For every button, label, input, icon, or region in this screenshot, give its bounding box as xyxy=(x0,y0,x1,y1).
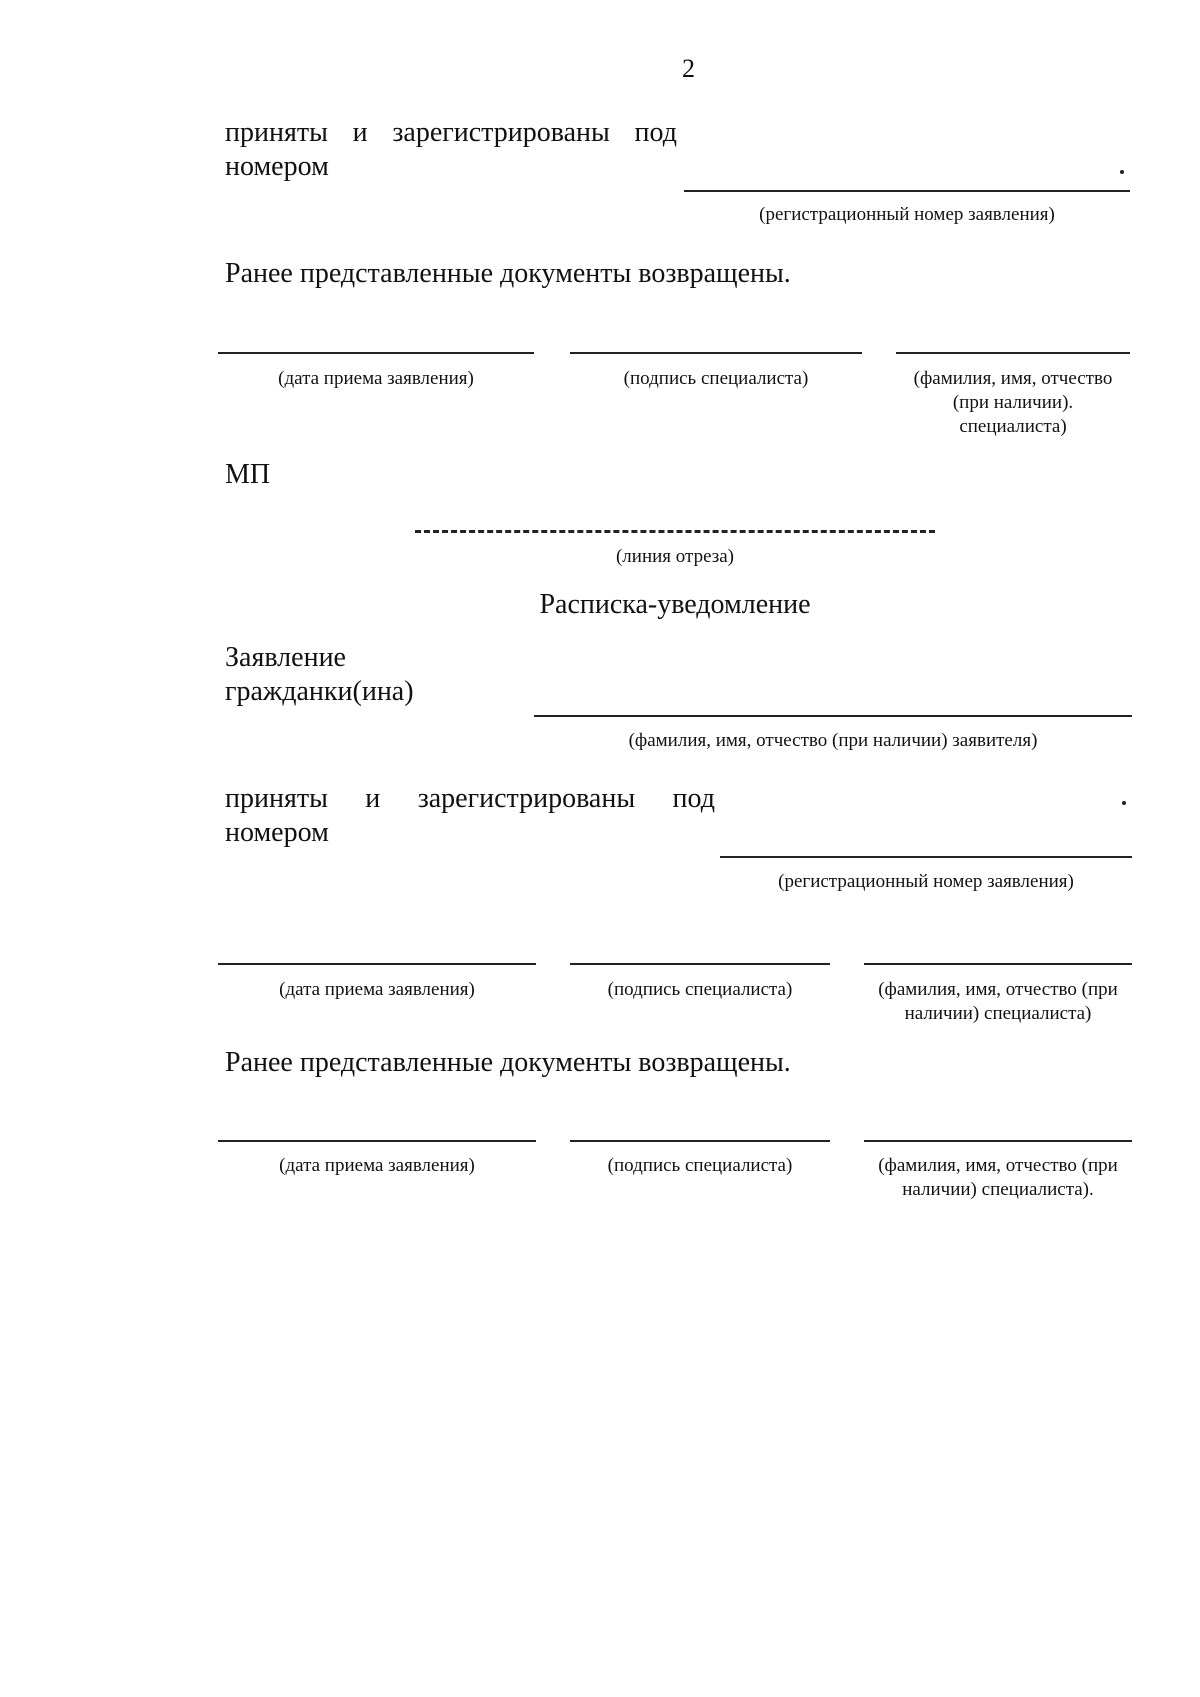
caption-line: (при наличии). xyxy=(952,392,1074,413)
fio-caption xyxy=(864,1154,1132,1202)
date-caption: (дата приема заявления) xyxy=(279,979,475,1000)
signature-line xyxy=(570,352,862,354)
signature-line xyxy=(570,963,830,965)
word: приняты xyxy=(225,783,328,814)
period-mark xyxy=(1120,170,1124,174)
signature-caption: (подпись специалиста) xyxy=(607,979,793,1000)
receipt-title: Расписка-уведомление xyxy=(539,589,811,620)
accepted-line xyxy=(225,782,715,816)
returned-docs-text: Ранее представленные документы возвращены. xyxy=(225,1047,791,1078)
citizen-label: гражданки(ина) xyxy=(225,676,414,707)
signature-line xyxy=(570,1140,830,1142)
period-mark xyxy=(1122,801,1126,805)
page-number: 2 xyxy=(682,54,695,83)
word: приняты xyxy=(225,117,328,148)
cut-line-caption: (линия отреза) xyxy=(615,546,735,567)
reg-number-line xyxy=(684,190,1130,192)
fio-line xyxy=(864,1140,1132,1142)
fio-caption xyxy=(864,978,1132,1026)
fio-line xyxy=(864,963,1132,965)
word: под xyxy=(672,783,715,814)
date-line xyxy=(218,352,534,354)
applicant-line xyxy=(534,715,1132,717)
date-caption: (дата приема заявления) xyxy=(278,368,474,389)
cut-line xyxy=(415,530,935,533)
caption-line: (фамилия, имя, отчество (при xyxy=(878,1155,1118,1176)
stamp-placeholder: МП xyxy=(225,459,271,490)
caption-line: (фамилия, имя, отчество (при xyxy=(878,979,1118,1000)
caption-line: наличии) специалиста) xyxy=(904,1003,1092,1024)
signature-caption: (подпись специалиста) xyxy=(623,368,809,389)
accepted-line xyxy=(225,116,677,150)
reg-number-line xyxy=(720,856,1132,858)
reg-number-caption: (регистрационный номер заявления) xyxy=(778,871,1074,892)
word: зарегистрированы xyxy=(392,117,610,148)
signature-caption: (подпись специалиста) xyxy=(607,1155,793,1176)
returned-docs-text: Ранее представленные документы возвращены. xyxy=(225,258,791,289)
caption-line: (фамилия, имя, отчество xyxy=(913,368,1113,389)
accepted-second-line: номером xyxy=(225,817,329,848)
accepted-second-line: номером xyxy=(225,151,329,182)
caption-line: специалиста) xyxy=(959,416,1067,437)
word: под xyxy=(634,117,677,148)
date-caption: (дата приема заявления) xyxy=(279,1155,475,1176)
word: зарегистрированы xyxy=(417,783,636,814)
word: и xyxy=(352,117,368,148)
statement-label: Заявление xyxy=(225,642,346,673)
caption-line: наличии) специалиста). xyxy=(902,1179,1094,1200)
date-line xyxy=(218,1140,536,1142)
applicant-caption: (фамилия, имя, отчество (при наличии) заявителя) xyxy=(628,730,1038,751)
reg-number-caption: (регистрационный номер заявления) xyxy=(759,204,1055,225)
word: и xyxy=(365,783,381,814)
fio-line xyxy=(896,352,1130,354)
fio-caption xyxy=(896,367,1130,439)
date-line xyxy=(218,963,536,965)
